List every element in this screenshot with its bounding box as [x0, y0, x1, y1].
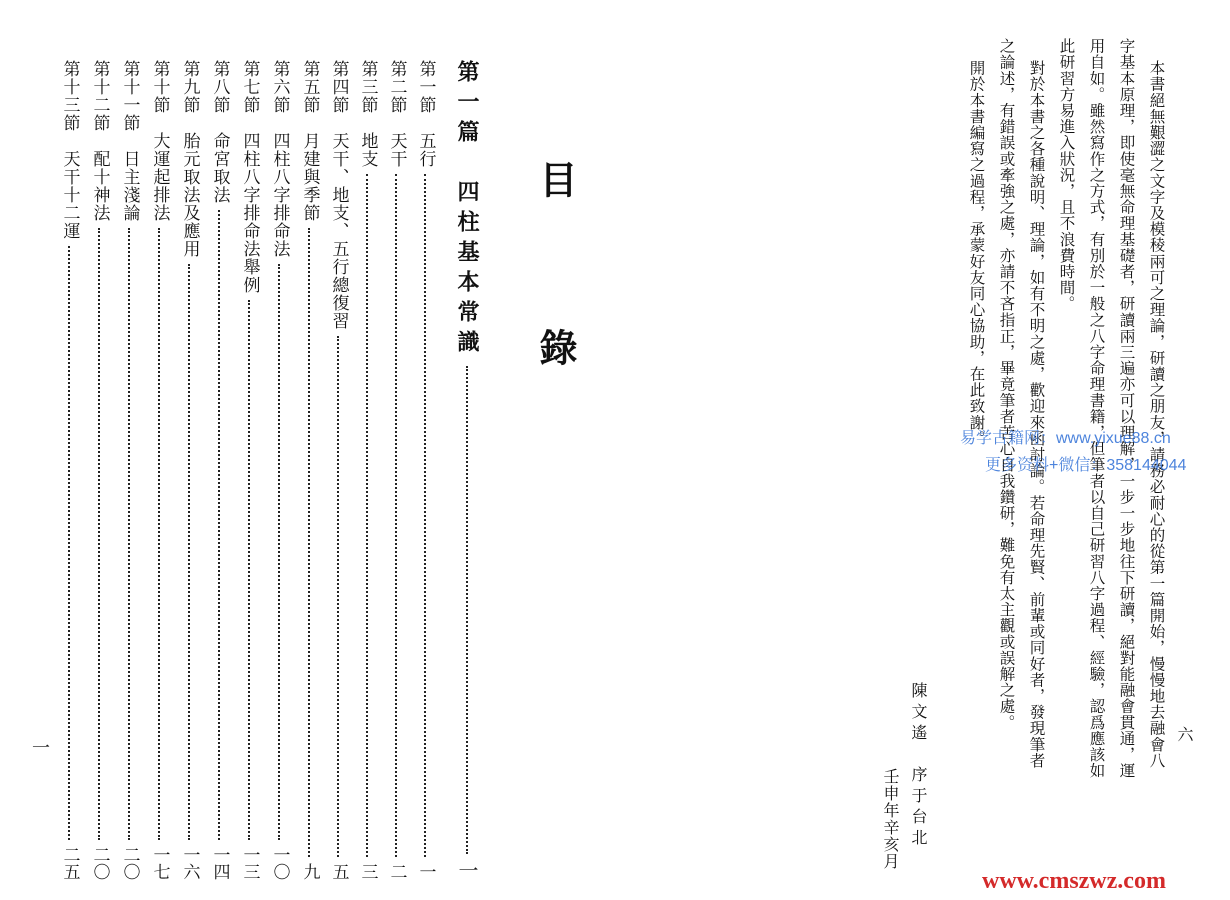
watermark-line-1: 易学古籍网：www.yixue88.cn [960, 430, 1171, 447]
toc-chapter-label: 第一篇 四柱基本常識 [454, 60, 480, 360]
dotted-leader [395, 174, 397, 857]
toc-section-label: 第四節 天干、地支、五行總復習 [328, 60, 349, 330]
preface-line: 此研習方易進入狀況，且不浪費時間。 [1057, 38, 1076, 312]
toc-section-label: 第八節 命宮取法 [209, 60, 230, 204]
right-page-number: 六 [1175, 726, 1194, 742]
toc-section-label: 第二節 天干 [386, 60, 407, 168]
dotted-leader [278, 264, 280, 840]
toc-section-8 [207, 60, 231, 880]
toc-section-13 [57, 60, 81, 880]
dotted-leader [68, 246, 70, 840]
preface-date: 壬申年辛亥月 [881, 768, 900, 870]
toc-section-10 [147, 60, 171, 880]
preface-line: 本書絕無艱澀之文字及模稜兩可之理論，研讀之朋友，請務必耐心的從第一篇開始，慢慢地去融會八 [1147, 60, 1166, 769]
dotted-leader [98, 228, 100, 840]
toc-section-7 [237, 60, 261, 880]
toc-section-page: 一四 [209, 846, 230, 880]
dotted-leader [308, 228, 310, 857]
preface-line: 開於本書編寫之過程，承蒙好友同心協助，在此致謝。 [967, 60, 986, 447]
toc-section-page: 二〇 [89, 846, 110, 880]
toc-section-11 [117, 60, 141, 880]
toc-section-page: 二五 [59, 846, 80, 880]
dotted-leader [248, 300, 250, 840]
toc-section-page: 五 [328, 863, 349, 880]
toc-section-label: 第三節 地支 [357, 60, 378, 168]
dotted-leader [218, 210, 220, 840]
toc-section-page: 九 [299, 863, 320, 880]
toc-section-label: 第七節 四柱八字排命法舉例 [239, 60, 260, 294]
toc-section-label: 第十二節 配十神法 [89, 60, 110, 222]
preface-line: 用自如。雖然寫作之方式，有別於一般之八字命理書籍，但筆者以自己研習八字過程、經驗，認爲應該如 [1087, 38, 1106, 779]
toc-section-page: 一〇 [269, 846, 290, 880]
dotted-leader [128, 228, 130, 840]
toc-section-4 [326, 60, 350, 880]
dotted-leader [158, 228, 160, 840]
toc-section-page: 一 [415, 863, 436, 880]
toc-section-label: 第一節 五行 [415, 60, 436, 168]
dotted-leader [424, 174, 426, 857]
watermark-line-2: 更多资料+微信：358144044 [985, 457, 1187, 474]
toc-section-3 [355, 60, 379, 880]
toc-section-page: 一三 [239, 846, 260, 880]
toc-section-label: 第十節 大運起排法 [149, 60, 170, 222]
toc-section-label: 第九節 胎元取法及應用 [179, 60, 200, 258]
toc-section-12 [87, 60, 111, 880]
toc-section-6 [267, 60, 291, 880]
toc-section-label: 第六節 四柱八字排命法 [269, 60, 290, 258]
preface-line: 字基本原理，即使毫無命理基礎者，研讀兩三遍亦可以理解，一步一步地往下研讀，絕對能融會貫通，運 [1117, 38, 1136, 779]
preface-author: 陳文遙 序于台北 [909, 682, 928, 850]
toc-section-5 [297, 60, 321, 880]
toc-section-page: 一六 [179, 846, 200, 880]
toc-section-page: 二〇 [119, 846, 140, 880]
toc-section-2 [384, 60, 408, 880]
toc-section-page: 二 [386, 863, 407, 880]
toc-chapter-page: 一 [455, 860, 479, 880]
toc-title: 目 錄 [533, 160, 578, 412]
toc-section-label: 第五節 月建與季節 [299, 60, 320, 222]
toc-section-1 [413, 60, 437, 880]
toc-section-page: 一七 [149, 846, 170, 880]
left-page-number: 一 [29, 738, 50, 756]
toc-section-9 [177, 60, 201, 880]
toc-section-label: 第十三節 天干十二運 [59, 60, 80, 240]
preface-line: 之論述，有錯誤或牽強之處，亦請不吝指正，畢竟筆者苦心自我鑽研，難免有太主觀或誤解之處。 [997, 38, 1016, 731]
dotted-leader [366, 174, 368, 857]
toc-chapter-1 [455, 60, 479, 880]
toc-section-page: 三 [357, 863, 378, 880]
toc-section-label: 第十一節 日主淺論 [119, 60, 140, 222]
dotted-leader [466, 366, 468, 854]
dotted-leader [188, 264, 190, 840]
dotted-leader [337, 336, 339, 857]
preface-line: 對於本書之各種說明、理論，如有不明之處，歡迎來函討論。若命理先賢、前輩或同好者，發現筆者 [1027, 60, 1046, 769]
footer-url: www.cmszwz.com [982, 868, 1166, 894]
